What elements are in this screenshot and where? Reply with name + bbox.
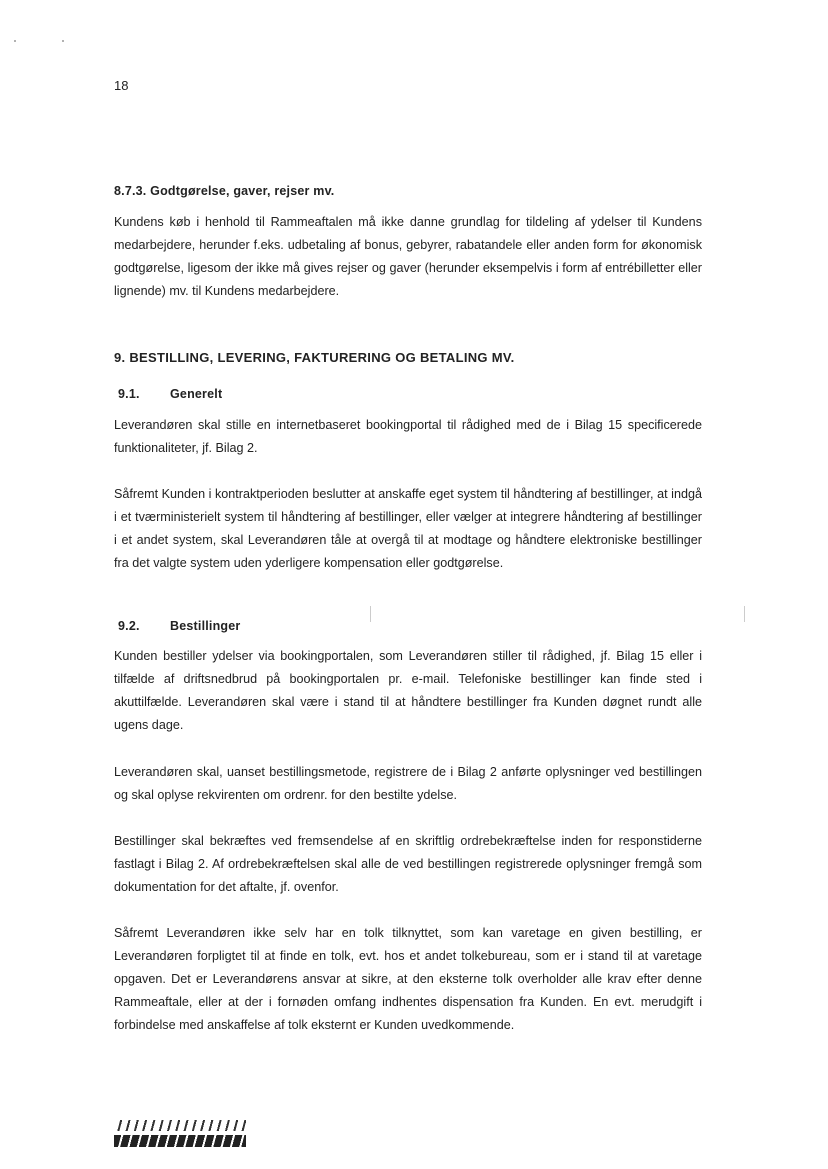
section-9-2-paragraph-4: Såfremt Leverandøren ikke selv har en tolk tilknyttet, som kan varetage en given bestilling, er Leverandøren forpligtet til at finde en tolk, evt. hos et andet tolkebureau, som er i stand til at varetage opgaven. Det er Leverandørens ansvar at sikre, at den eksterne tolk overholder alle krav efter denne Rammeaftale, eller at der i fornøden omfang indhentes dispensation fra Kunden. En evt. merudgift i forbindelse med anskaffelse af tolk eksternt er Kunden uvedkommende. xyxy=(114,926,702,1033)
section-9-2-title: Bestillinger xyxy=(170,619,241,633)
section-9-1-number: 9.1. xyxy=(118,387,140,401)
page-number: 18 xyxy=(114,78,129,93)
section-9-2-heading xyxy=(118,619,240,633)
barcode-footer-bottom xyxy=(114,1135,246,1147)
section-9-2-paragraph-1: Kunden bestiller ydelser via bookingportalen, som Leverandøren stiller til rådighed, jf. Bilag 15 eller i tilfælde af driftsnedbrud på bookingportalen pr. e-mail. Telefoniske bestillinger kan finde sted i akuttilfælde. Leverandøren skal være i stand til at håndtere bestillinger fra Kunden døgnet rundt alle ugens dage. xyxy=(114,649,702,733)
section-9-1-title: Generelt xyxy=(170,387,223,401)
section-9-heading: 9. BESTILLING, LEVERING, FAKTURERING OG BETALING MV. xyxy=(114,350,515,365)
scan-artifact-mark xyxy=(370,606,371,622)
scan-artifact-dot xyxy=(14,40,16,42)
section-9-1-heading xyxy=(118,387,222,401)
section-8-7-3-heading: 8.7.3. Godtgørelse, gaver, rejser mv. xyxy=(114,184,335,198)
section-9-2-paragraph-2: Leverandøren skal, uanset bestillingsmetode, registrere de i Bilag 2 anførte oplysninger ved bestillingen og skal oplyse rekvirenten om ordrenr. for den bestilte ydelse. xyxy=(114,765,702,803)
barcode-footer-top xyxy=(114,1120,246,1131)
scan-artifact-dot xyxy=(62,40,64,42)
section-9-2-paragraph-3: Bestillinger skal bekræftes ved fremsendelse af en skriftlig ordrebekræftelse inden for responstiderne fastlagt i Bilag 2. Af ordrebekræftelsen skal alle de ved bestillingen registrerede oplysninger fremgå som dokumentation for det aftalte, jf. ovenfor. xyxy=(114,834,702,895)
section-8-7-3-paragraph: Kundens køb i henhold til Rammeaftalen må ikke danne grundlag for tildeling af ydelser til Kundens medarbejdere, herunder f.eks. udbetaling af bonus, gebyrer, rabatandele eller anden form for økonomisk godtgørelse, ligesom der ikke må gives rejser og gaver (herunder eksempelvis i form af entrébilletter eller lignende) mv. til Kundens medarbejdere. xyxy=(114,215,702,299)
section-9-1-paragraph-1: Leverandøren skal stille en internetbaseret bookingportal til rådighed med de i Bilag 15 specificerede funktionaliteter, jf. Bilag 2. xyxy=(114,418,702,456)
section-9-2-number: 9.2. xyxy=(118,619,140,633)
scan-artifact-mark xyxy=(744,606,745,622)
section-9-1-paragraph-2: Såfremt Kunden i kontraktperioden beslutter at anskaffe eget system til håndtering af bestillinger, at indgå i et tværministerielt system til håndtering af bestillinger, eller vælger at integrere håndtering af bestillinger i et andet system, skal Leverandøren tåle at overgå til at modtage og håndtere elektroniske bestillinger fra det valgte system uden yderligere kompensation eller godtgørelse. xyxy=(114,487,702,571)
